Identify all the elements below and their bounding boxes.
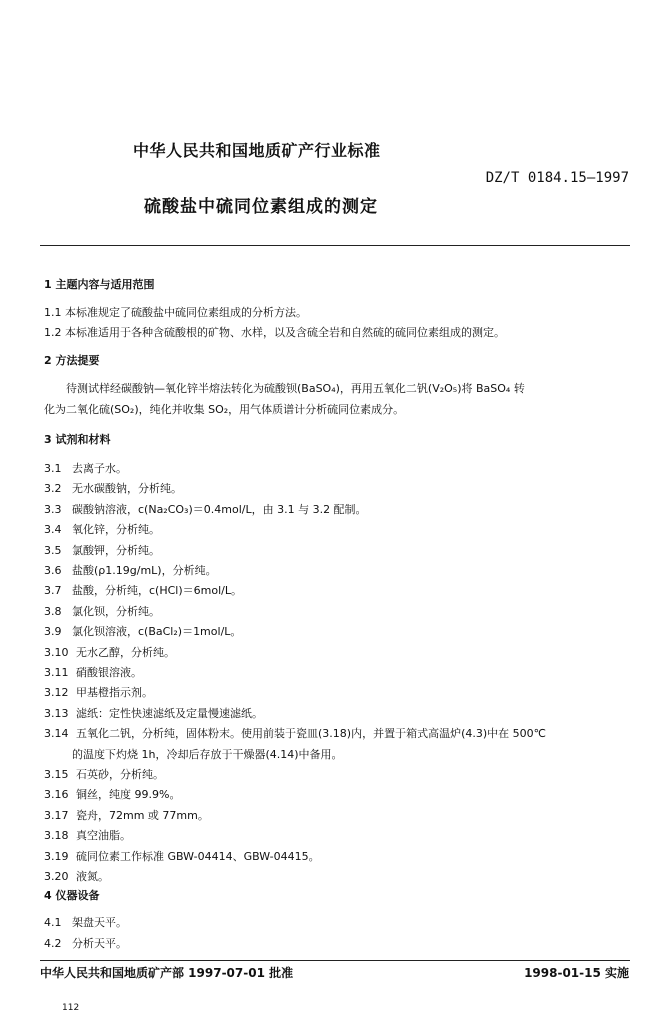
- reagent-item-number: 3.4: [44, 523, 62, 537]
- reagent-item-text: 石英砂，分析纯。: [76, 768, 164, 781]
- reagent-item-number: 3.11: [44, 666, 69, 679]
- reagent-item-text: 去离子水。: [72, 462, 127, 475]
- reagent-item-text: 铜丝，纯度 99.9%。: [76, 788, 181, 802]
- instrument-item-text: 分析天平。: [72, 937, 127, 950]
- reagent-item-text: 盐酸(ρ1.19g/mL)，分析纯。: [72, 564, 217, 577]
- reagent-item-number: 3.12: [44, 686, 69, 700]
- reagent-item: [44, 664, 142, 680]
- reagent-item-number: 3.18: [44, 829, 69, 843]
- reagent-item-number: 3.9: [44, 625, 62, 639]
- reagent-item: [44, 562, 217, 578]
- reagent-item-text: 氧化锌，分析纯。: [72, 523, 160, 537]
- reagent-item-number: 3.7: [44, 584, 62, 598]
- method-summary-line-2: 化为二氧化硫(SO₂)，纯化并收集 SO₂，用气体质谱计分析硫同位素成分。: [44, 403, 405, 416]
- reagent-item: [44, 480, 182, 496]
- reagent-item-text: 碳酸钠溶液，c(Na₂CO₃)＝0.4mol/L，由 3.1 与 3.2 配制。: [72, 502, 367, 516]
- instrument-item-number: 4.1: [44, 916, 62, 929]
- standard-number: DZ/T 0184.15—1997: [485, 170, 629, 186]
- approval-note: 中华人民共和国地质矿产部 1997-07-01 批准: [40, 966, 294, 980]
- reagent-item-text: 氯化钡溶液，c(BaCl₂)＝1mol/L。: [72, 625, 242, 639]
- reagent-item-text: 甲基橙指示剂。: [76, 686, 153, 700]
- clause-1-2: 1.2 本标准适用于各种含硫酸根的矿物、水样，以及含硫全岩和自然硫的硫同位素组成的测定。: [44, 326, 505, 339]
- page-number: 112: [62, 1003, 80, 1013]
- reagent-item: [44, 582, 242, 598]
- section-3-heading: 3 试剂和材料: [44, 433, 111, 446]
- reagent-item: [44, 725, 546, 741]
- footer-divider: [40, 960, 630, 961]
- document-title: 硫酸盐中硫同位素组成的测定: [144, 197, 378, 217]
- reagent-item: [44, 807, 209, 823]
- reagent-item-number: 3.3: [44, 502, 62, 516]
- reagent-item-text: 硝酸银溶液。: [76, 666, 142, 679]
- reagent-item-text: 滤纸：定性快速滤纸及定量慢速滤纸。: [76, 706, 263, 720]
- instrument-item-text: 架盘天平。: [72, 916, 127, 929]
- instrument-item-number: 4.2: [44, 937, 62, 950]
- reagent-item-number: 3.6: [44, 564, 62, 577]
- reagent-item-number: 3.2: [44, 482, 62, 496]
- implementation-date: 1998-01-15 实施: [524, 966, 629, 980]
- reagent-item-text: 无水乙醇，分析纯。: [76, 645, 175, 659]
- method-summary-line-1: 待测试样经碳酸钠—氧化锌半熔法转化为硫酸钡(BaSO₄)，再用五氧化二钒(V₂O₅)将 BaSO₄ 转: [66, 382, 525, 395]
- reagent-item-text: 氯酸钾，分析纯。: [72, 543, 160, 557]
- reagent-item: [44, 542, 160, 558]
- reagent-item: [44, 603, 160, 619]
- section-2-heading: 2 方法提要: [44, 354, 100, 367]
- reagent-item-number: 3.16: [44, 788, 69, 802]
- reagent-item-text: 硫同位素工作标准 GBW-04414、GBW-04415。: [76, 849, 320, 863]
- reagent-item-number: 3.17: [44, 808, 69, 822]
- reagent-item: [44, 786, 180, 802]
- reagent-item-text: 液氮。: [76, 870, 109, 883]
- reagent-item: [44, 644, 175, 660]
- reagent-item: [44, 684, 153, 700]
- section-1-heading: 1 主题内容与适用范围: [44, 278, 155, 291]
- reagent-item-number: 3.8: [44, 604, 62, 618]
- reagent-item-text: 瓷舟，72mm 或 77mm。: [76, 808, 209, 822]
- reagent-item-text: 盐酸，分析纯，c(HCl)＝6mol/L。: [72, 584, 242, 598]
- reagent-item-text: 的温度下灼烧 1h，冷却后存放于干燥器(4.14)中备用。: [72, 747, 343, 761]
- reagent-item: [44, 501, 367, 517]
- reagent-item-text: 真空油脂。: [76, 829, 131, 843]
- reagent-item-number: 3.19: [44, 849, 69, 863]
- reagent-item: [44, 521, 160, 537]
- reagent-item: [44, 827, 131, 843]
- instrument-item: [44, 914, 127, 930]
- reagent-item-text: 五氧化二钒，分析纯，固体粉末。使用前装于瓷皿(3.18)内，并置于箱式高温炉(4.3)中在 500℃: [76, 727, 546, 741]
- header-divider: [40, 245, 630, 246]
- issuing-organization: 中华人民共和国地质矿产行业标准: [133, 141, 381, 160]
- reagent-item: [44, 705, 263, 721]
- reagent-item: [44, 766, 164, 782]
- reagent-item: [44, 848, 320, 864]
- reagent-item-text: 无水碳酸钠，分析纯。: [72, 482, 182, 496]
- reagent-item: [44, 868, 109, 884]
- section-4-heading: 4 仪器设备: [44, 889, 100, 902]
- instrument-item: [44, 935, 127, 951]
- reagent-item-number: 3.1: [44, 462, 62, 475]
- clause-1-1: 1.1 本标准规定了硫酸盐中硫同位素组成的分析方法。: [44, 306, 307, 319]
- reagent-item-number: 3.10: [44, 645, 69, 659]
- reagent-item-number: 3.14: [44, 727, 69, 741]
- reagent-item-number: 3.15: [44, 768, 69, 781]
- reagent-item-number: 3.13: [44, 706, 69, 720]
- reagent-item: [44, 460, 127, 476]
- reagent-item-number: 3.20: [44, 870, 69, 883]
- reagent-item-number: 3.5: [44, 543, 62, 557]
- reagent-item: [44, 623, 241, 639]
- reagent-item-text: 氯化钡，分析纯。: [72, 604, 160, 618]
- reagent-item: [44, 746, 343, 762]
